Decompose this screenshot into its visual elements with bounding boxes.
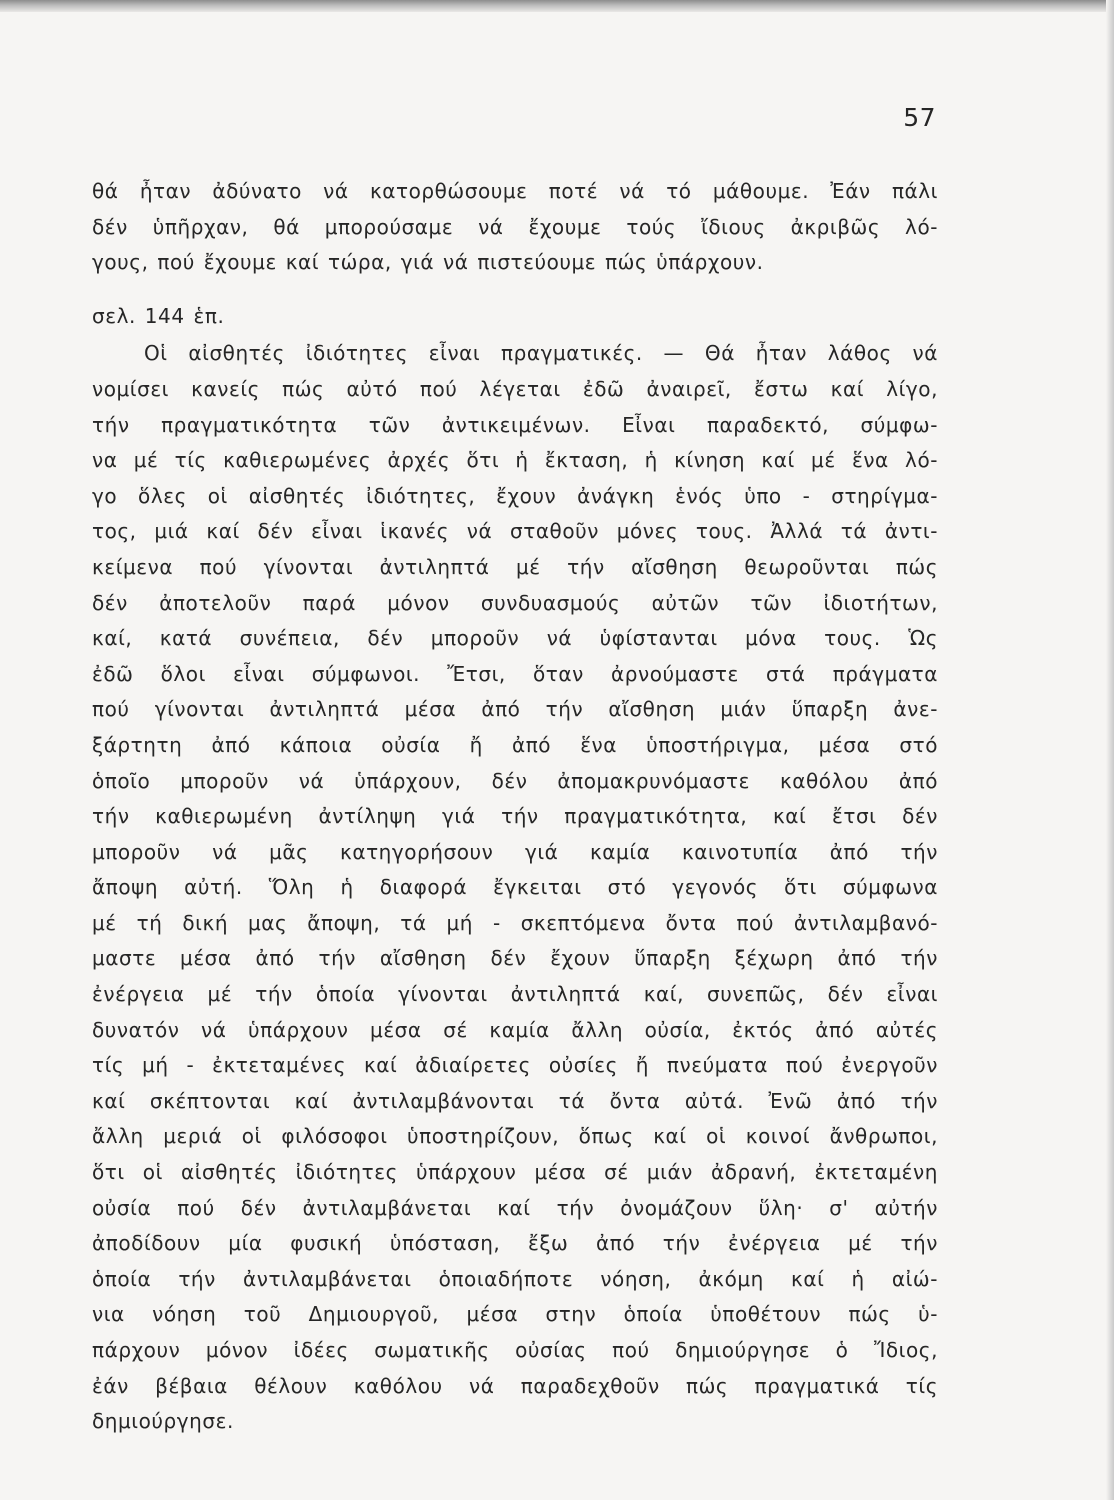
text-line: ἐδῶ ὅλοι εἶναι σύμφωνοι. Ἔτσι, ὅταν ἀρνούμαστε στά πράγματα — [92, 661, 938, 686]
text-line: ὁποία τήν ἀντιλαμβάνεται ὁποιαδήποτε νόηση, ἀκόμη καί ἡ αἰώ- — [92, 1266, 938, 1291]
text-line: ἄποψη αὐτή. Ὅλη ἡ διαφορά ἔγκειται στό γεγονός ὅτι σύμφωνα — [92, 875, 938, 900]
text-line: καί, κατά συνέπεια, δέν μποροῦν νά ὑφίστανται μόνα τους. Ὡς — [92, 626, 938, 651]
text-line: ἐνέργεια μέ τήν ὁποία γίνονται ἀντιληπτά καί, συνεπῶς, δέν εἶναι — [92, 982, 938, 1007]
text-line: καί σκέπτονται καί ἀντιλαμβάνονται τά ὄντα αὐτά. Ἐνῶ ἀπό τήν — [92, 1088, 938, 1113]
text-line: θά ἦταν ἀδύνατο νά κατορθώσουμε ποτέ νά τό μάθουμε. Ἐάν πάλι — [92, 179, 938, 203]
text-line: ὁποῖο μποροῦν νά ὑπάρχουν, δέν ἀπομακρυνόμαστε καθόλου ἀπό — [92, 768, 938, 793]
text-line: ἐάν βέβαια θέλουν καθόλου νά παραδεχθοῦν πώς πραγματικά τίς — [92, 1373, 938, 1398]
text-line: ἀποδίδουν μία φυσική ὑπόσταση, ἔξω ἀπό τήν ἐνέργεια μέ τήν — [92, 1231, 938, 1256]
text-line: δημιούργησε. — [92, 1409, 234, 1434]
text-line: γο ὅλες οἱ αἰσθητές ἰδιότητες, ἔχουν ἀνάγκη ἑνός ὑπο - στηρίγμα- — [92, 483, 938, 508]
text-line: ἄλλη μεριά οἱ φιλόσοφοι ὑποστηρίζουν, ὅπως καί οἱ κοινοί ἄνθρωποι, — [92, 1124, 938, 1149]
text-line: τίς μή - ἐκτεταμένες καί ἀδιαίρετες οὐσίες ἤ πνεύματα πού ἐνεργοῦν — [92, 1053, 938, 1078]
text-line: μαστε μέσα ἀπό τήν αἴσθηση δέν ἔχουν ὕπαρξη ξέχωρη ἀπό τήν — [92, 946, 938, 971]
page-reference: σελ. 144 ἑπ. — [92, 303, 225, 328]
scan-right-edge — [1106, 0, 1114, 1500]
text-line: πού γίνονται ἀντιληπτά μέσα ἀπό τήν αἴσθηση μιάν ὕπαρξη ἀνε- — [92, 697, 938, 722]
text-line: γους, πού ἔχουμε καί τώρα, γιά νά πιστεύουμε πώς ὑπάρχουν. — [92, 250, 764, 275]
paragraph-2 — [92, 336, 938, 1439]
text-line: οὐσία πού δέν ἀντιλαμβάνεται καί τήν ὀνομάζουν ὕλη· σ' αὐτήν — [92, 1195, 938, 1220]
paragraph-1 — [92, 174, 938, 281]
text-line: νομίσει κανείς πώς αὐτό πού λέγεται ἐδῶ ἀναιρεῖ, ἔστω καί λίγο, — [92, 376, 938, 401]
text-line: τήν πραγματικότητα τῶν ἀντικειμένων. Εἶναι παραδεκτό, σύμφω- — [92, 412, 938, 437]
text-line: τήν καθιερωμένη ἀντίληψη γιά τήν πραγματικότητα, καί ἔτσι δέν — [92, 804, 938, 829]
text-line: Οἱ αἰσθητές ἰδιότητες εἶναι πραγματικές. — Θά ἦταν λάθος νά — [144, 341, 938, 366]
page-number: 57 — [903, 103, 936, 132]
text-line: δέν ἀποτελοῦν παρά μόνον συνδυασμούς αὐτῶν τῶν ἰδιοτήτων, — [92, 590, 938, 615]
text-line: μέ τή δική μας ἄποψη, τά μή - σκεπτόμενα ὄντα πού ἀντιλαμβανό- — [92, 910, 938, 935]
text-line: πάρχουν μόνον ἰδέες σωματικῆς οὐσίας πού δημιούργησε ὁ Ἴδιος, — [92, 1338, 938, 1362]
text-line: ὅτι οἱ αἰσθητές ἰδιότητες ὑπάρχουν μέσα σέ μιάν ἀδρανή, ἐκτεταμένη — [92, 1160, 938, 1185]
body-text — [92, 174, 938, 1440]
scan-top-edge — [0, 0, 1114, 12]
text-line: μποροῦν νά μᾶς κατηγορήσουν γιά καμία καινοτυπία ἀπό τήν — [92, 839, 938, 864]
text-line: ξάρτητη ἀπό κάποια οὐσία ἤ ἀπό ἕνα ὑποστήριγμα, μέσα στό — [92, 732, 938, 757]
text-line: δέν ὑπῆρχαν, θά μπορούσαμε νά ἔχουμε τούς ἴδιους ἀκριβῶς λό- — [92, 214, 938, 239]
text-line: τος, μιά καί δέν εἶναι ἱκανές νά σταθοῦν μόνες τους. Ἀλλά τά ἀντι- — [92, 519, 938, 544]
text-line: κείμενα πού γίνονται ἀντιληπτά μέ τήν αἴσθηση θεωροῦνται πώς — [92, 554, 938, 579]
text-line: δυνατόν νά ὑπάρχουν μέσα σέ καμία ἄλλη οὐσία, ἐκτός ἀπό αὐτές — [92, 1017, 938, 1042]
text-line: να μέ τίς καθιερωμένες ἀρχές ὅτι ἡ ἔκταση, ἡ κίνηση καί μέ ἕνα λό- — [92, 448, 938, 473]
text-line: νια νόηση τοῦ Δημιουργοῦ, μέσα στην ὁποία ὑποθέτουν πώς ὑ- — [92, 1302, 938, 1327]
